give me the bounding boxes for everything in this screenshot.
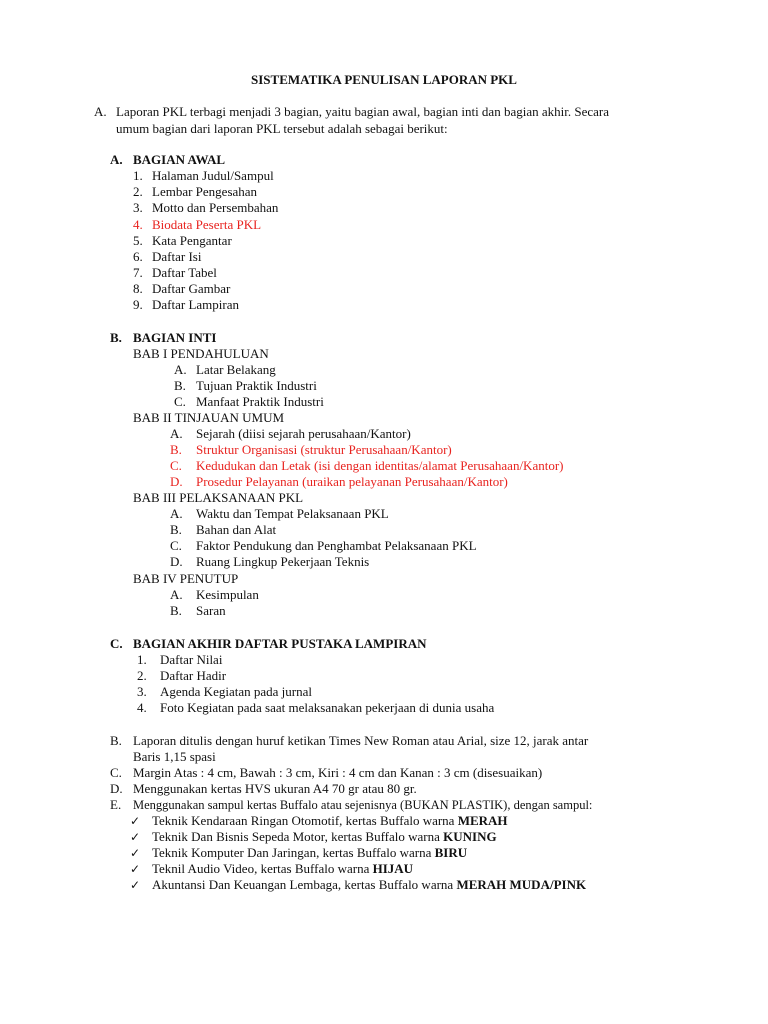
para-c-marker: C. bbox=[110, 765, 122, 780]
check-list-item bbox=[130, 813, 508, 829]
para-a-marker: A. bbox=[94, 104, 107, 119]
bab-item-num: D. bbox=[170, 474, 183, 489]
akhir-item-num: 1. bbox=[137, 652, 147, 667]
awal-item-text: Daftar Lampiran bbox=[152, 297, 239, 312]
check-item-text: Teknik Komputer Dan Jaringan, kertas Buffalo warna bbox=[152, 845, 435, 860]
bab-title: BAB II TINJAUAN UMUM bbox=[133, 410, 285, 425]
section-awal-marker: A. bbox=[110, 152, 123, 167]
document-title: SISTEMATIKA PENULISAN LAPORAN PKL bbox=[251, 72, 517, 87]
bab-item-num: B. bbox=[174, 378, 186, 393]
akhir-item-text: Daftar Hadir bbox=[160, 668, 227, 683]
section-akhir-marker: C. bbox=[110, 636, 123, 651]
check-icon: ✓ bbox=[130, 862, 141, 876]
bab-item-text: Sejarah (diisi sejarah perusahaan/Kantor) bbox=[196, 426, 411, 441]
awal-item-text: Halaman Judul/Sampul bbox=[152, 168, 274, 183]
para-d-text: Menggunakan kertas HVS ukuran A4 70 gr atau 80 gr. bbox=[133, 781, 417, 796]
para-b-marker: B. bbox=[110, 733, 122, 748]
check-item-text: Akuntansi Dan Keuangan Lembaga, kertas Buffalo warna bbox=[152, 877, 457, 892]
para-e-marker: E. bbox=[110, 797, 122, 812]
check-item-color: MERAH bbox=[457, 813, 508, 828]
bab-item-num: C. bbox=[174, 394, 186, 409]
bab-item-num: A. bbox=[170, 587, 183, 602]
awal-item-num: 5. bbox=[133, 233, 143, 248]
awal-item-num: 7. bbox=[133, 265, 143, 280]
awal-item-text: Daftar Isi bbox=[152, 249, 202, 264]
bab-item-text: Ruang Lingkup Pekerjaan Teknis bbox=[196, 554, 370, 569]
para-d-marker: D. bbox=[110, 781, 123, 796]
section-awal-heading: BAGIAN AWAL bbox=[133, 152, 226, 167]
awal-item-text: Biodata Peserta PKL bbox=[152, 217, 262, 232]
awal-item-num: 1. bbox=[133, 168, 143, 183]
bab-item-num: B. bbox=[170, 603, 182, 618]
check-list-item bbox=[130, 829, 497, 845]
para-c-text: Margin Atas : 4 cm, Bawah : 3 cm, Kiri : 4 cm dan Kanan : 3 cm (disesuaikan) bbox=[133, 765, 543, 780]
akhir-item-text: Agenda Kegiatan pada jurnal bbox=[160, 684, 312, 699]
bab-title: BAB IV PENUTUP bbox=[133, 571, 239, 586]
check-item-text: Teknik Dan Bisnis Sepeda Motor, kertas Buffalo warna bbox=[152, 829, 444, 844]
para-a-line2: umum bagian dari laporan PKL tersebut adalah sebagai berikut: bbox=[116, 121, 448, 136]
bab-item-text: Kedudukan dan Letak (isi dengan identitas/alamat Perusahaan/Kantor) bbox=[196, 458, 564, 473]
bab-item-num: B. bbox=[170, 442, 182, 457]
para-b-line1: Laporan ditulis dengan huruf ketikan Times New Roman atau Arial, size 12, jarak antar bbox=[133, 733, 589, 748]
para-b-line2: Baris 1,15 spasi bbox=[133, 749, 216, 764]
bab-item-text: Tujuan Praktik Industri bbox=[196, 378, 317, 393]
akhir-item-num: 2. bbox=[137, 668, 147, 683]
awal-item-num: 6. bbox=[133, 249, 143, 264]
bab-item-num: A. bbox=[170, 506, 183, 521]
awal-item-text: Daftar Tabel bbox=[152, 265, 217, 280]
bab-item-text: Waktu dan Tempat Pelaksanaan PKL bbox=[196, 506, 389, 521]
section-inti-marker: B. bbox=[110, 330, 122, 345]
awal-item-num: 4. bbox=[133, 217, 143, 232]
bab-item-num: B. bbox=[170, 522, 182, 537]
section-inti-heading: BAGIAN INTI bbox=[133, 330, 217, 345]
akhir-item-text: Foto Kegiatan pada saat melaksanakan pekerjaan di dunia usaha bbox=[160, 700, 495, 715]
check-item-color: BIRU bbox=[434, 845, 468, 860]
check-icon: ✓ bbox=[130, 830, 141, 844]
check-icon: ✓ bbox=[130, 878, 141, 892]
awal-item-num: 3. bbox=[133, 200, 143, 215]
awal-item-text: Motto dan Persembahan bbox=[152, 200, 279, 215]
awal-item-text: Lembar Pengesahan bbox=[152, 184, 258, 199]
bab-item-text: Bahan dan Alat bbox=[196, 522, 277, 537]
bab-title: BAB III PELAKSANAAN PKL bbox=[133, 490, 304, 505]
bab-item-num: A. bbox=[170, 426, 183, 441]
bab-item-num: D. bbox=[170, 554, 183, 569]
akhir-item-num: 3. bbox=[137, 684, 147, 699]
bab-item-num: A. bbox=[174, 362, 187, 377]
para-a-line1: Laporan PKL terbagi menjadi 3 bagian, yaitu bagian awal, bagian inti dan bagian akhir. Secara bbox=[116, 104, 609, 119]
check-item-text: Teknil Audio Video, kertas Buffalo warna bbox=[152, 861, 373, 876]
bab-item-text: Latar Belakang bbox=[196, 362, 276, 377]
bab-item-text: Manfaat Praktik Industri bbox=[196, 394, 324, 409]
awal-item-text: Daftar Gambar bbox=[152, 281, 231, 296]
check-list-item bbox=[130, 861, 413, 877]
check-icon: ✓ bbox=[130, 846, 141, 860]
section-akhir-heading: BAGIAN AKHIR DAFTAR PUSTAKA LAMPIRAN bbox=[133, 636, 427, 651]
bab-item-text: Kesimpulan bbox=[196, 587, 259, 602]
awal-item-num: 2. bbox=[133, 184, 143, 199]
check-list-item bbox=[130, 845, 467, 861]
bab-item-text: Struktur Organisasi (struktur Perusahaan/Kantor) bbox=[196, 442, 452, 457]
check-icon: ✓ bbox=[130, 814, 141, 828]
check-item-text: Teknik Kendaraan Ringan Otomotif, kertas Buffalo warna bbox=[152, 813, 458, 828]
para-e-text: Menggunakan sampul kertas Buffalo atau sejenisnya (BUKAN PLASTIK), dengan sampul: bbox=[133, 798, 593, 812]
bab-item-text: Saran bbox=[196, 603, 226, 618]
check-list-item bbox=[130, 877, 586, 893]
bab-title: BAB I PENDAHULUAN bbox=[133, 346, 269, 361]
awal-item-num: 8. bbox=[133, 281, 143, 296]
bab-item-text: Faktor Pendukung dan Penghambat Pelaksanaan PKL bbox=[196, 538, 477, 553]
awal-item-num: 9. bbox=[133, 297, 143, 312]
check-item-color: MERAH MUDA/PINK bbox=[456, 877, 587, 892]
bab-item-num: C. bbox=[170, 458, 182, 473]
akhir-item-text: Daftar Nilai bbox=[160, 652, 223, 667]
bab-item-num: C. bbox=[170, 538, 182, 553]
awal-item-text: Kata Pengantar bbox=[152, 233, 232, 248]
check-item-color: KUNING bbox=[443, 829, 497, 844]
check-item-color: HIJAU bbox=[372, 861, 414, 876]
akhir-item-num: 4. bbox=[137, 700, 147, 715]
bab-item-text: Prosedur Pelayanan (uraikan pelayanan Perusahaan/Kantor) bbox=[196, 474, 508, 489]
